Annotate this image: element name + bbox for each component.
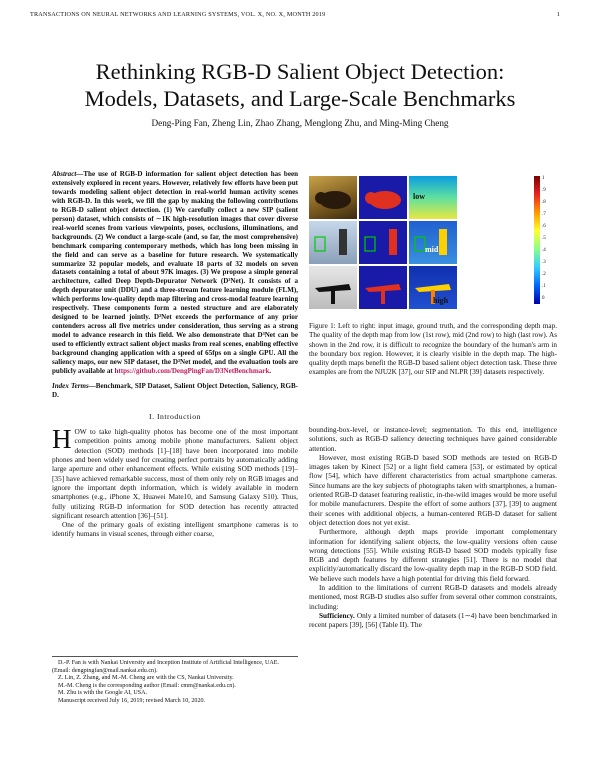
intro-paragraph-1 (52, 424, 298, 520)
ground-truth-row2 (359, 221, 407, 264)
body-paragraph: bounding-box-level, or instance-level; segmentation. To this end, intelligence solutions, such as RGB-D saliency detecting techniques have gained considerable attention. (309, 425, 557, 453)
gt-mask (359, 266, 407, 309)
intro-p1-text: OW to take high-quality photos has become one of the most important competition points among mobile phone manufacturers. Salient object detection (SOD) methods [1]–[18] have been incorporated into mobile phones and been widely used for creating perfect portraits by automatically adding large aperture and other enhancement effects. While existing SOD methods [19]–[35] have achieved remarkable success, most of them only rely on RGB images and ignore the important depth information, which is widely available in modern smartphones (e.g., iPhone X, Huawei Mate10, and Samsung Galaxy S10). Thus, fully utilizing RGB-D information for SOD detection has recently attracted significant research attention [36]–[51]. (52, 427, 298, 520)
footnote: M. Zhu is with the Google AI, USA. (58, 690, 148, 697)
journal-name: TRANSACTIONS ON NEURAL NETWORKS AND LEARNING SYSTEMS, VOL. X, NO. X, MONTH 2019 (30, 11, 326, 18)
footnote: D.-P. Fan is with Nankai University and Inception Institute of Artificial Intelligence, UAE. (Email: dengpingfan@mail.nankai.edu.cn). (52, 660, 280, 674)
drop-cap: H (52, 424, 72, 455)
abstract (52, 170, 298, 376)
abstract-end: . (269, 366, 272, 375)
object-silhouette (309, 266, 357, 309)
colorbar-tick: 0 (542, 296, 545, 301)
colorbar-tick: .6 (542, 224, 546, 229)
author-list: Deng-Ping Fan, Zheng Lin, Zhao Zhang, Menglong Zhu, and Ming-Ming Cheng (151, 118, 449, 128)
bison-silhouette (309, 176, 357, 219)
depth-map-row3 (409, 266, 457, 309)
colorbar-tick: .8 (542, 200, 546, 205)
intro-paragraph-2: One of the primary goals of existing intelligent smartphone cameras is to identify humans in visual scenes, through either coarse, (52, 520, 298, 539)
abstract-label: Abstract (52, 170, 77, 178)
colorbar-tick: .4 (542, 248, 546, 253)
index-terms-text: —Benchmark, SIP Dataset, Salient Object Detection, Saliency, RGB-D. (52, 381, 298, 399)
gt-mask (359, 221, 407, 264)
right-column (309, 425, 557, 630)
ground-truth-row1 (359, 176, 407, 219)
left-column (52, 170, 298, 539)
input-image-row1 (309, 176, 357, 219)
quality-label-high: high (433, 296, 449, 305)
quality-label-mid: mid (425, 245, 439, 254)
colorbar-tick: .5 (542, 236, 546, 241)
title-line-1: Rethinking RGB-D Salient Object Detection: (95, 59, 505, 84)
colorbar-tick: .7 (542, 212, 546, 217)
colorbar-tick: .9 (542, 188, 546, 193)
body-paragraph: Furthermore, although depth maps provide important complementary information for identifying salient objects, the low-quality versions often cause wrong detections [55]. While existing RGB-D based SOD models typically fuse RGB and depth features by different strategies [51]. There is no model that explicitly/automatically discard the low-quality depth map in the RGB-D SOD field. We believe such models have a high potential for driving this field forward. (309, 527, 557, 583)
footnotes (52, 656, 298, 706)
depth-person (409, 221, 457, 264)
ground-truth-row3 (359, 266, 407, 309)
paper-title (0, 58, 600, 112)
footnote: Z. Lin, Z. Zhang, and M.-M. Cheng are with the CS, Nankai University. (58, 675, 234, 682)
figure-caption: Figure 1: Left to right: input image, ground truth, and the corresponding depth map. The quality of the depth map from low (1st row), mid (2nd row) to high (last row). As shown in the 2nd row, it is difficult to recognize the boundary of the human's arm in the boundary box region. However, it is clearly visible in the depth map. The high-quality depth maps benefit the RGB-D based salient object detection task. These three examples are from the NJU2K [37], our SIP and NLPR [39] datasets respectively. (309, 322, 557, 377)
code-link[interactable]: https://github.com/DengPingFan/D3NetBenchmark (114, 366, 270, 375)
gt-mask (359, 176, 407, 219)
title-line-2: Models, Datasets, and Large-Scale Benchmarks (84, 86, 516, 111)
colorbar-tick: .2 (542, 272, 546, 277)
page-number: 1 (556, 11, 560, 18)
person-figure (309, 221, 357, 264)
index-terms-label: Index Terms (52, 381, 89, 390)
body-paragraph: However, most existing RGB-D based SOD methods are tested on RGB-D images taken by Kinect [52] or a light field camera [53], or estimated by optical flow [54], which have different characteristics from actual smartphone cameras. Since humans are the key subjects of photographs taken with smartphones, a human-oriented RGB-D dataset featuring realistic, in-the-wild images would be more useful for mobile manufacturers. Despite the effort of some authors [37], [39] to augment their scenes with additional objects, a human-centered RGB-D dataset for salient object detection does not yet exist. (309, 452, 557, 527)
depth-map-row2 (409, 221, 457, 264)
body-paragraph: In addition to the limitations of current RGB-D datasets and models already mentioned, most RGB-D studies also suffer from several other common constraints, including: (309, 583, 557, 611)
footnote: Manuscript received July 16, 2019; revised March 10, 2020. (58, 697, 206, 704)
sufficiency-text: Only a limited number of datasets (1∼4) have been benchmarked in recent papers [39], [56] (Table II). The (309, 610, 557, 630)
input-image-row2 (309, 221, 357, 264)
sufficiency-heading: Sufficiency. (319, 610, 355, 620)
footnote: M.-M. Cheng is the corresponding author (Email: cmm@nankai.edu.cn). (58, 682, 236, 689)
body-paragraph (309, 611, 557, 630)
section-heading-introduction: I. Introduction (149, 411, 201, 421)
figure-1 (309, 170, 557, 312)
colorbar-tick: .3 (542, 260, 546, 265)
quality-label-low: low (413, 192, 425, 201)
colorbar (534, 176, 540, 304)
colorbar-tick: 1 (542, 176, 545, 181)
input-image-row3 (309, 266, 357, 309)
running-header (30, 11, 560, 18)
colorbar-tick: .1 (542, 284, 546, 289)
depth-map-row1 (409, 176, 457, 219)
abstract-text: —The use of RGB-D information for salient object detection has been extensively explored in recent years. However, relatively few efforts have been put towards modeling salient object detection in real-world human activity scenes with RGB-D. In this work, we fill the gap by making the following contributions to RGB-D salient object detection. (1) We carefully collect a new SIP (salient person) dataset, which consists of ∼1K high-resolution images that cover diverse real-world scenes from various viewpoints, poses, occlusions, illuminations, and backgrounds. (2) We conduct a large-scale (and, so far, the most comprehensive) benchmark comparing contemporary methods, which has long been missing in the field and can serve as a baseline for future research. We systematically summarize 32 popular models, and evaluate 18 parts of 32 models on seven datasets containing a total of about 97K images. (3) We propose a simple general architecture, called Deep Depth-Depurator Network (D³Net). It consists of a depth depurator unit (DDU) and a three-stream feature learning module (FLM), which performs low-quality depth map filtering and cross-modal feature learning respectively. These components form a nested structure and are elaborately designed to be learned jointly. D³Net exceeds the performance of any prior contenders across all five metrics under consideration, thus serving as a strong model to advance research in this field. We also demonstrate that D³Net can be used to efficiently extract salient object masks from real scenes, enabling effective background changing application with a speed of 65fps on a single GPU. All the saliency maps, our new SIP dataset, the D³Net model, and the evaluation tools are publicly available at (52, 170, 298, 375)
index-terms (52, 382, 298, 400)
